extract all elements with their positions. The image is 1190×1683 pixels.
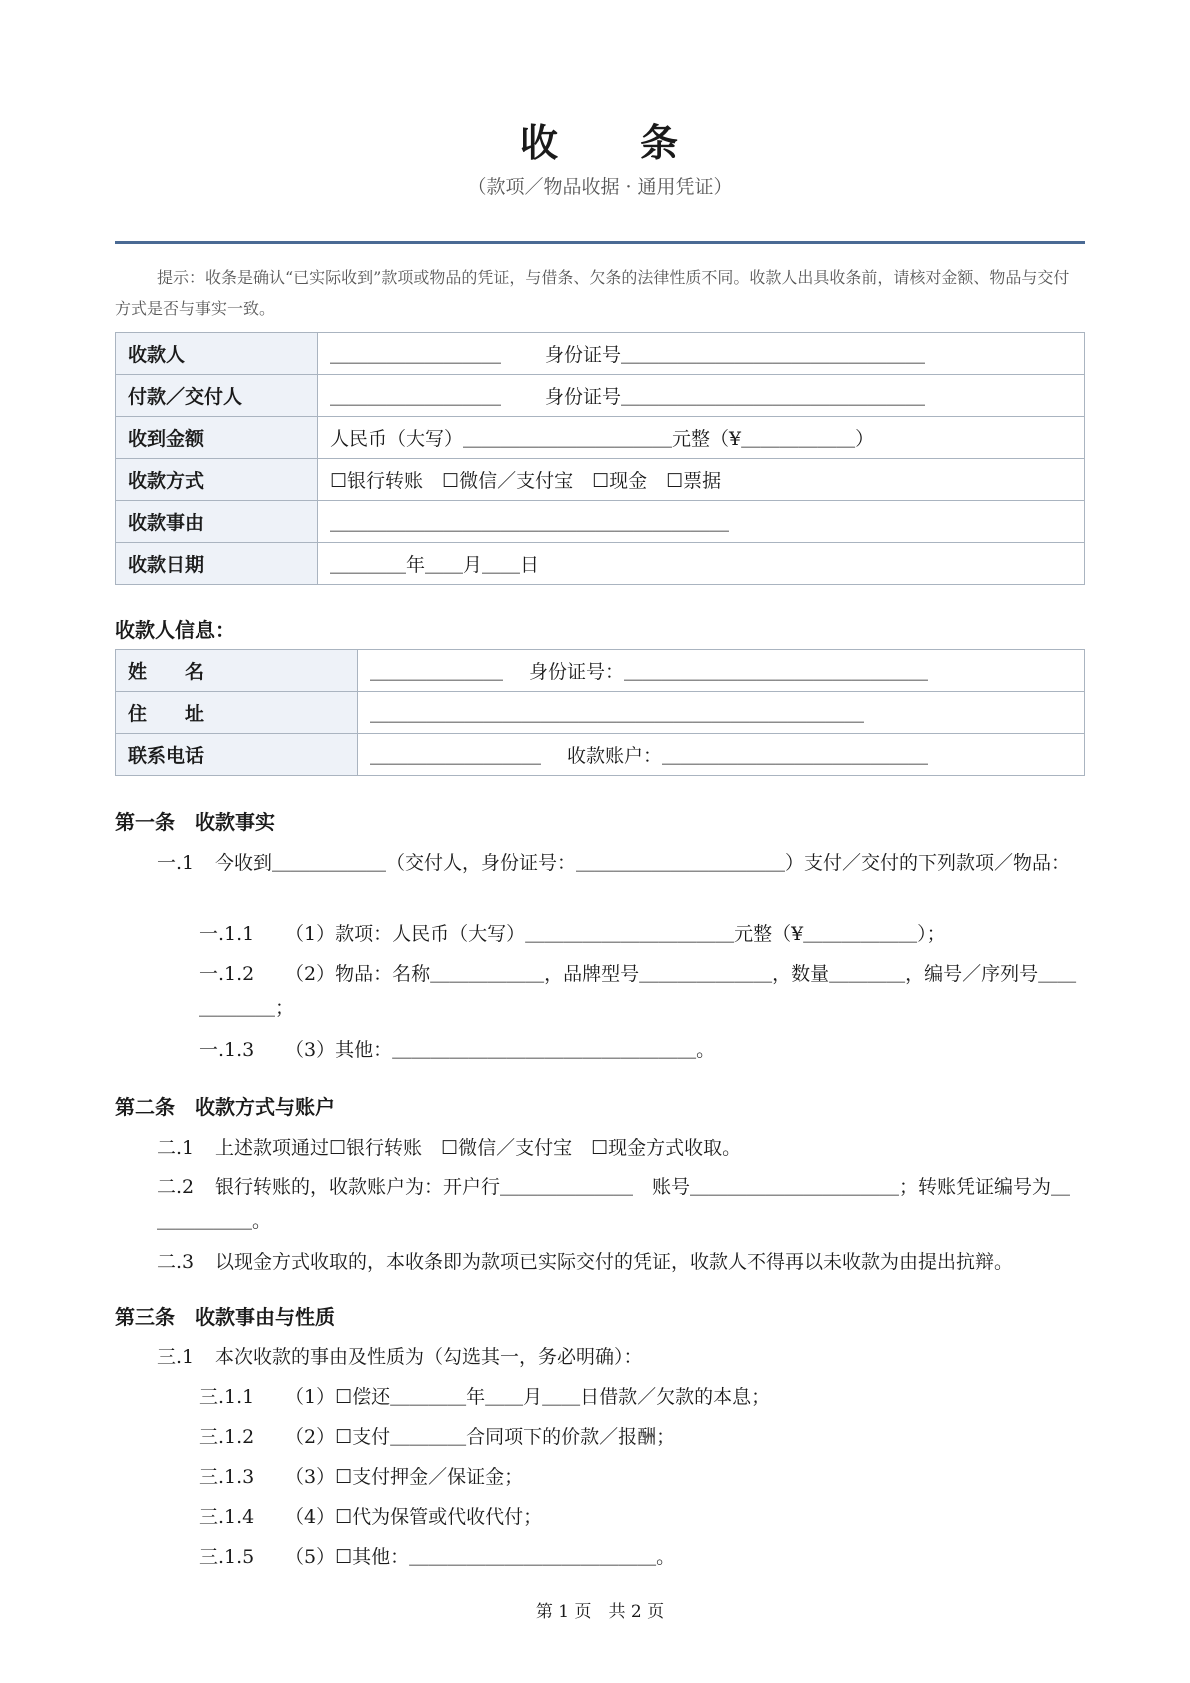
table-row [116,333,1085,375]
clause-number: 三.1.2 [199,1426,255,1448]
summary-table [115,332,1085,585]
clause-number: 三.1.4 [199,1506,255,1528]
table-row [116,375,1085,417]
clause-1-1-3 [199,1033,1085,1067]
clause-number: 一.1.2 [199,963,255,985]
page-footer: 第 1 页 共 2 页 [535,1602,665,1622]
clause-text: 上述款项通过☐银行转账 ☐微信／支付宝 ☐现金方式收取。 [215,1137,742,1159]
clause-text: （1）☐偿还＿＿＿＿年＿＿月＿＿日借款／欠款的本息； [285,1386,771,1408]
row-value [358,650,1085,692]
table-row [116,692,1085,734]
clause-text: （2）物品：名称＿＿＿＿＿＿，品牌型号＿＿＿＿＿＿＿，数量＿＿＿＿，编号／序列号＿＿＿＿＿＿； [199,963,1077,1019]
row-value [318,375,1085,417]
id-blank: 身份证号：＿＿＿＿＿＿＿＿＿＿＿＿＿＿＿＿ [529,661,929,683]
header-rule [115,241,1085,244]
clause-1-1 [157,846,1085,880]
clause-number: 一.1.1 [199,923,255,945]
table-row [116,650,1085,692]
clause-text: （5）☐其他：＿＿＿＿＿＿＿＿＿＿＿＿＿。 [285,1546,676,1568]
clause-text: （1）款项：人民币（大写）＿＿＿＿＿＿＿＿＿＿＿元整（¥＿＿＿＿＿＿）； [285,923,946,945]
row-label: 付款／交付人 [116,375,318,417]
document-title: 收 条 [519,121,680,165]
clause-text: （3）☐支付押金／保证金； [285,1466,524,1488]
table-row [116,417,1085,459]
phone-blank: ＿＿＿＿＿＿＿＿＿ [370,745,542,767]
table-row [116,501,1085,543]
row-label: 收款方式 [116,459,318,501]
payer-id-blank: 身份证号＿＿＿＿＿＿＿＿＿＿＿＿＿＿＿＿ [545,386,926,408]
clause-text: 以现金方式收取的，本收条即为款项已实际交付的凭证，收款人不得再以未收款为由提出抗辩。 [215,1251,1014,1273]
row-label: 联系电话 [116,734,358,776]
clause-number: 二.2 [157,1176,195,1198]
row-value: ＿＿＿＿年＿＿月＿＿日 [318,543,1085,585]
document-subtitle: （款项／物品收据 · 通用凭证） [467,176,733,198]
clause-number: 三.1.3 [199,1466,255,1488]
clause-text: （2）☐支付＿＿＿＿合同项下的价款／报酬； [285,1426,676,1448]
row-label: 收款事由 [116,501,318,543]
table-row [116,459,1085,501]
clause-3-1-4 [199,1500,1085,1534]
payee-table [115,649,1085,776]
clause-number: 二.3 [157,1251,195,1273]
clause-3-1-1 [199,1380,1085,1414]
article-3-heading: 第三条 收款事由与性质 [115,1305,335,1329]
article-2-heading: 第二条 收款方式与账户 [115,1095,335,1119]
row-label: 收到金额 [116,417,318,459]
clause-2-3 [157,1245,1085,1279]
clause-number: 一.1.3 [199,1039,255,1061]
clause-text: （4）☐代为保管或代收代付； [285,1506,543,1528]
row-label: 收款人 [116,333,318,375]
payer-name-blank: ＿＿＿＿＿＿＿＿＿ [330,386,502,408]
clause-1-1-2 [199,957,1085,1025]
clause-2-1 [157,1131,1085,1165]
row-label: 收款日期 [116,543,318,585]
row-value: ＿＿＿＿＿＿＿＿＿＿＿＿＿＿＿＿＿＿＿＿＿＿＿＿＿＿ [358,692,1085,734]
clause-number: 二.1 [157,1137,195,1159]
row-value [358,734,1085,776]
clause-number: 一.1 [157,852,195,874]
row-value: 人民币（大写）＿＿＿＿＿＿＿＿＿＿＿元整（¥＿＿＿＿＿＿） [318,417,1085,459]
clause-text: 今收到＿＿＿＿＿＿（交付人，身份证号：＿＿＿＿＿＿＿＿＿＿＿）支付／交付的下列款项／物品： [215,852,1071,874]
payee-name-blank: ＿＿＿＿＿＿＿＿＿ [330,344,502,366]
clause-text: （3）其他：＿＿＿＿＿＿＿＿＿＿＿＿＿＿＿＿。 [285,1039,716,1061]
clause-3-1-5 [199,1540,1085,1574]
row-value: ☐银行转账 ☐微信／支付宝 ☐现金 ☐票据 [318,459,1085,501]
clause-3-1-2 [199,1420,1085,1454]
name-blank: ＿＿＿＿＿＿＿ [370,661,504,683]
clause-3-1-3 [199,1460,1085,1494]
payee-info-heading: 收款人信息： [115,618,235,642]
table-row [116,543,1085,585]
article-1-heading: 第一条 收款事实 [115,810,275,834]
clause-number: 三.1.1 [199,1386,255,1408]
clause-2-2 [157,1170,1085,1238]
row-label: 住 址 [116,692,358,734]
clause-number: 三.1 [157,1346,195,1368]
row-value [318,333,1085,375]
account-blank: 收款账户：＿＿＿＿＿＿＿＿＿＿＿＿＿＿ [567,745,929,767]
clause-3-1 [157,1340,1085,1374]
clause-1-1-1 [199,917,1085,951]
clause-number: 三.1.5 [199,1546,255,1568]
table-row [116,734,1085,776]
tip-paragraph: 提示：收条是确认“已实际收到”款项或物品的凭证，与借条、欠条的法律性质不同。收款人出具收条前，请核对金额、物品与交付方式是否与事实一致。 [115,268,1070,318]
clause-text: 银行转账的，收款账户为：开户行＿＿＿＿＿＿＿ 账号＿＿＿＿＿＿＿＿＿＿＿；转账凭证编号为＿＿＿＿＿＿。 [157,1176,1071,1232]
row-value: ＿＿＿＿＿＿＿＿＿＿＿＿＿＿＿＿＿＿＿＿＿ [318,501,1085,543]
payee-id-blank: 身份证号＿＿＿＿＿＿＿＿＿＿＿＿＿＿＿＿ [545,344,926,366]
row-label: 姓 名 [116,650,358,692]
clause-text: 本次收款的事由及性质为（勾选其一，务必明确）： [215,1346,643,1368]
